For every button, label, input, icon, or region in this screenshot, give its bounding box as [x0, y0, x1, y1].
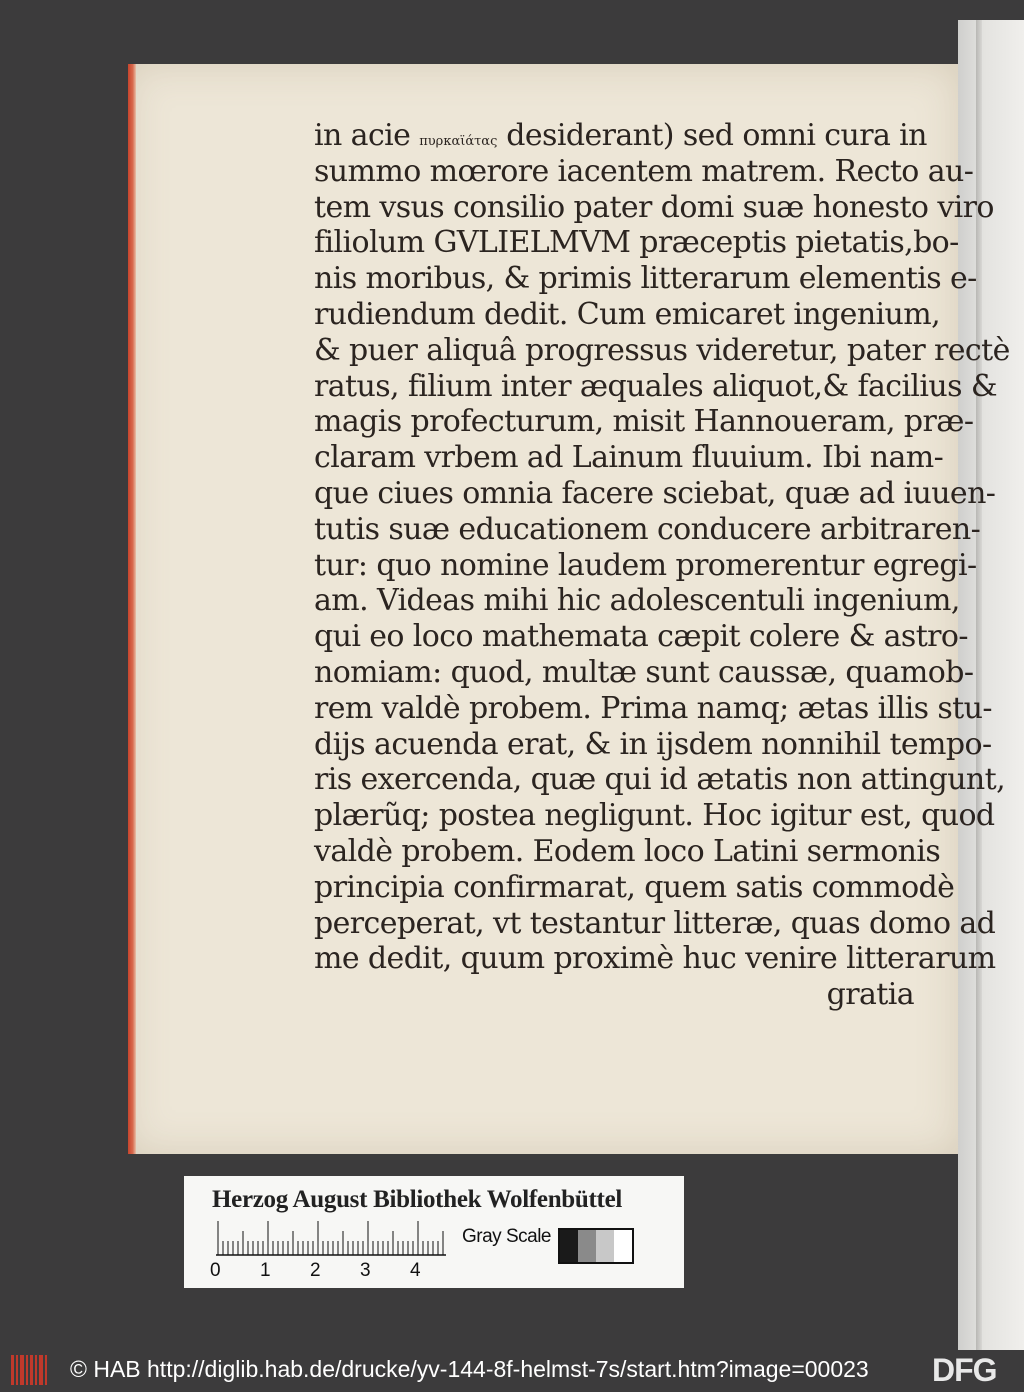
text-segment: claram vrbem ad Lainum fluuium. Ibi nam- [314, 440, 944, 476]
library-scale-card [184, 1176, 684, 1288]
text-line [314, 225, 959, 261]
text-line [314, 404, 974, 440]
dfg-logo: DFG [932, 1352, 997, 1388]
text-line [314, 941, 996, 977]
text-segment: am. Videas mihi hic adolescentuli ingenium, [314, 583, 960, 619]
text-segment: rem valdè probem. Prima namq; ætas illis stu- [314, 690, 992, 726]
text-segment: qui eo loco mathemata cæpit colere & astro- [314, 619, 968, 655]
gray-swatch [614, 1230, 632, 1262]
hab-barcode-icon [10, 1353, 48, 1387]
text-line [314, 153, 974, 190]
text-segment: desiderant) sed omni cura in [497, 118, 927, 153]
source-link[interactable]: © HAB http://diglib.hab.de/drucke/yv-144-8f-helmst-7s/start.htm?image=00023 [70, 1356, 869, 1382]
text-segment: valdè probem. Eodem loco Latini sermonis [314, 833, 941, 869]
greek-word: πυρκαϊάτας [419, 134, 498, 149]
text-segment: filiolum GVLIELMVM præceptis pietatis,bo- [314, 225, 959, 261]
gray-scale-label: Gray Scale [462, 1226, 551, 1247]
ruler-number: 3 [360, 1260, 371, 1281]
text-segment: principia confirmarat, quem satis commodè [314, 869, 955, 905]
text-line [314, 475, 996, 512]
text-line [314, 440, 944, 476]
ruler-number: 0 [210, 1260, 221, 1281]
text-line [314, 869, 955, 906]
text-segment: plærũq; postea negligunt. Hoc igitur est, quod [314, 798, 995, 834]
text-segment: me dedit, quum proximè huc venire litterarum [314, 941, 996, 977]
text-segment: rudiendum dedit. Cum emicaret ingenium, [314, 296, 941, 332]
text-line [314, 583, 960, 619]
text-line [314, 833, 941, 870]
text-segment: summo mœrore iacentem matrem. Recto au- [314, 153, 974, 189]
ruler-numbers [210, 1260, 450, 1282]
text-segment: perceperat, vt testantur litteræ, quas domo ad [314, 905, 996, 941]
text-line [314, 619, 968, 655]
text-segment: nomiam: quod, multæ sunt caussæ, quamob- [314, 654, 974, 690]
gray-swatch [596, 1230, 614, 1262]
text-line [314, 189, 994, 226]
gray-swatch [560, 1230, 578, 1262]
text-segment: & puer aliquâ progressus videretur, pater rectè [314, 332, 1010, 368]
catchword: gratia [826, 977, 914, 1013]
text-segment: tur: quo nomine laudem promerentur egregi- [314, 547, 977, 583]
text-segment: ratus, filium inter æquales aliquot,& facilius & [314, 368, 997, 404]
text-line [314, 296, 941, 333]
ruler-icon [216, 1220, 446, 1256]
text-segment: in acie [314, 118, 420, 153]
page-text [314, 118, 1010, 1013]
text-segment: dijs acuenda erat, & in ijsdem nonnihil tempo- [314, 726, 992, 762]
ruler-number: 4 [410, 1260, 421, 1281]
text-line [314, 511, 981, 548]
text-line [314, 368, 997, 405]
text-segment: magis profecturum, misit Hannoueram, præ- [314, 404, 974, 440]
library-name: Herzog August Bibliothek Wolfenbüttel [212, 1186, 623, 1213]
text-segment: ris exercenda, quæ qui id ætatis non attingunt, [314, 762, 1006, 798]
text-line [314, 654, 974, 691]
text-line [314, 690, 992, 727]
text-line [314, 332, 1010, 369]
text-line [314, 726, 992, 763]
text-segment: tem vsus consilio pater domi suæ honesto viro [314, 189, 994, 225]
text-line [314, 261, 977, 297]
ruler-number: 2 [310, 1260, 321, 1281]
text-line [314, 798, 995, 834]
text-line [314, 905, 996, 942]
page-red-edge [128, 64, 136, 1154]
text-line [314, 762, 1006, 798]
text-segment: tutis suæ educationem conducere arbitraren- [314, 511, 981, 547]
text-line [314, 118, 927, 154]
gray-scale-swatches [558, 1228, 634, 1264]
gray-swatch [578, 1230, 596, 1262]
ruler-number: 1 [260, 1260, 271, 1281]
text-segment: nis moribus, & primis litterarum elementis e- [314, 261, 977, 297]
footer-bar [0, 1350, 1024, 1392]
text-line [314, 547, 977, 584]
text-segment: que ciues omnia facere sciebat, quæ ad iuuen- [314, 475, 996, 511]
